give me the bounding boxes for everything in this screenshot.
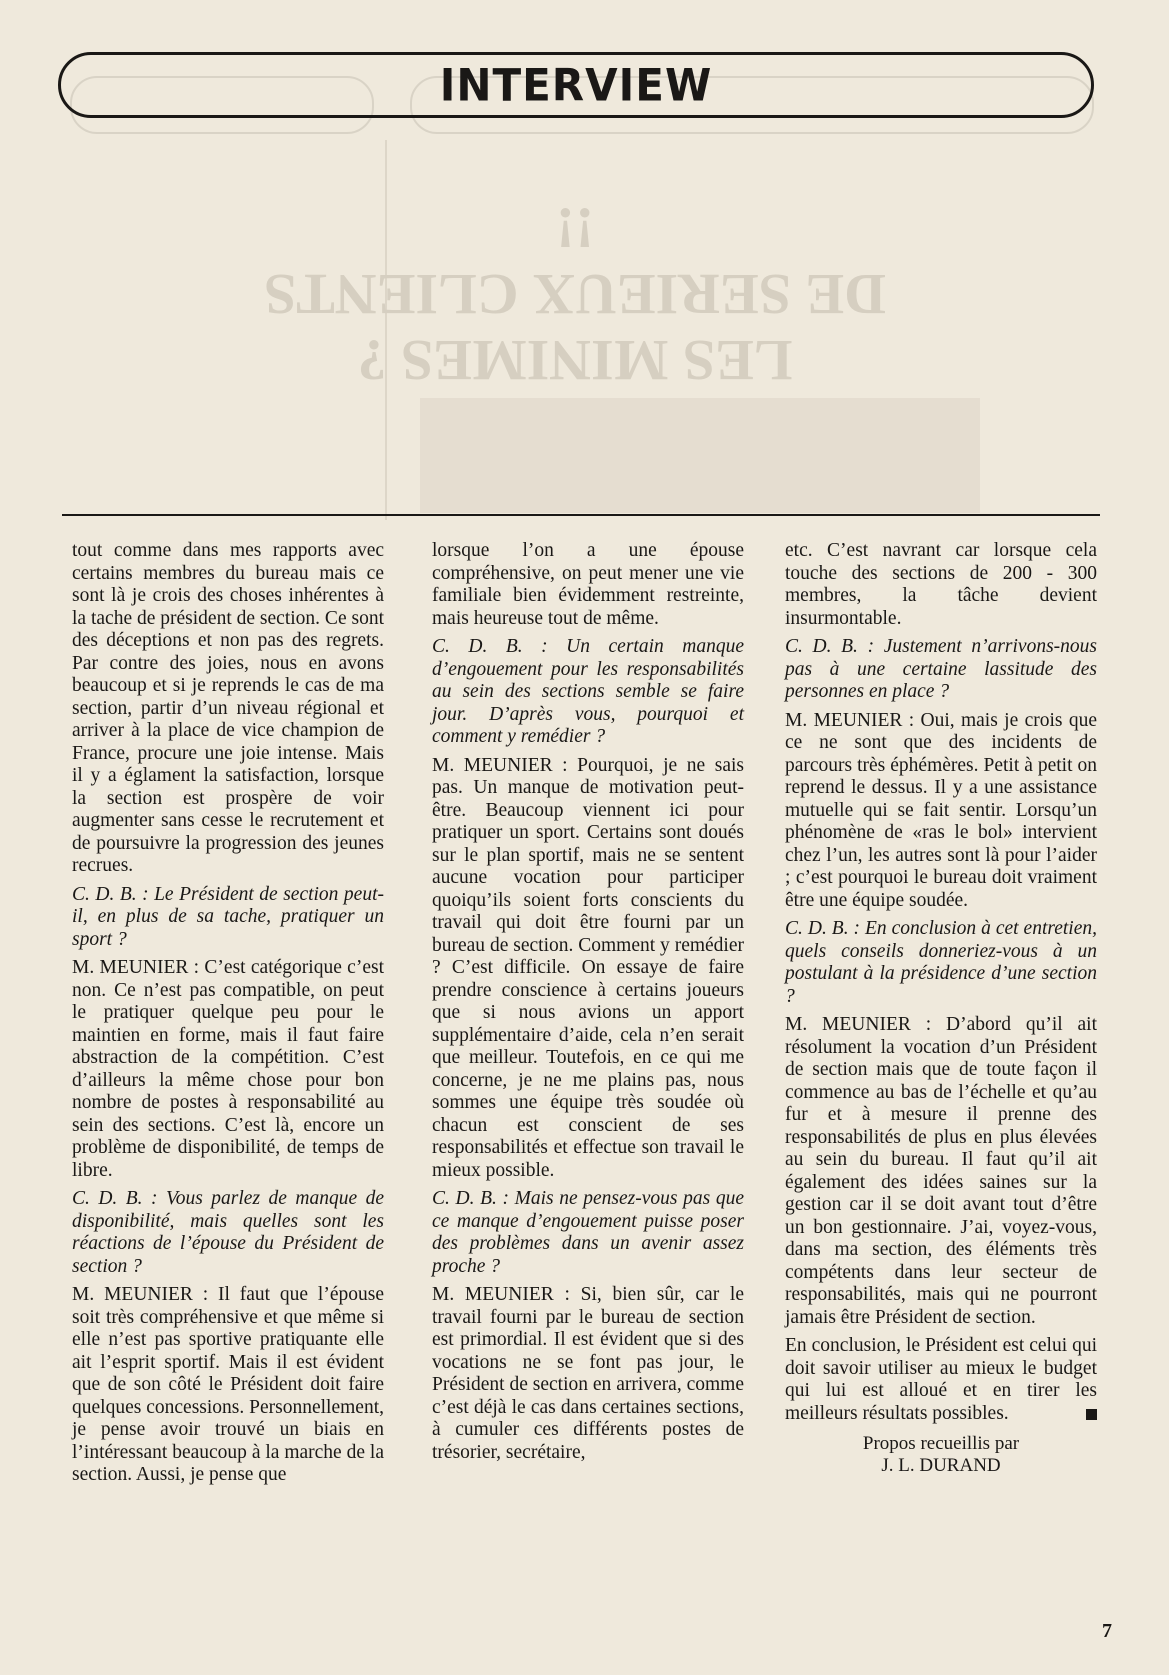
bleedthrough-title-line2: DE SERIEUX CLIENTS !!: [263, 196, 887, 327]
bleedthrough-photo: [420, 398, 980, 513]
interview-question: C. D. B. : Justement n’arrivons-nous pas à une certaine lassitude des personnes en place ?: [785, 636, 1097, 702]
interview-paragraph: M. MEUNIER : D’abord qu’il ait résolument la vocation d’un Président de section mais que de toute façon il commence au bas de l’échelle et qu’au fur et à mesure il prenne des responsabilités de plus en plus élevées au sein du bureau. Il faut qu’il ait également des idées saines sur la gestion car il se doit avant tout d’être un bon gestionnaire. J’ai, voyez-vous, dans ma section, des éléments très compétents dans leur secteur de responsabilités, mais qui ne pourront jamais être Président de section.: [785, 1014, 1097, 1328]
interview-question: C. D. B. : Le Président de section peut-il, en plus de sa tache, pratiquer un sport ?: [72, 883, 384, 950]
page-title: INTERVIEW: [439, 59, 713, 111]
interview-paragraph: M. MEUNIER : Pourquoi, je ne sais pas. Un manque de motivation peut-être. Beaucoup viennent ici pour pratiquer un sport. Certains sont doués sur le plan sportif, mais ne se sentent aucune vocation pour participer quoiqu’ils soient forts conscients du travail qui doit être fourni par un bureau de section. Comment y remédier ? C’est difficile. On essaye de faire prendre conscience à certains joueurs que si nous avions un apport supplémentaire d’aide, cela n’en serait que meilleur. Toutefois, en ce qui me concerne, je ne me plains pas, nous sommes une équipe très soudée où chacun est conscient de ses responsabilités et effectue son travail le mieux possible.: [432, 754, 744, 1181]
interview-paragraph: M. MEUNIER : Il faut que l’épouse soit très compréhensive et que même si elle n’est pas sportive pratiquante elle ait l’esprit sportif. Mais il est évident que de son côté le Président doit faire quelques concessions. Personnellement, je pense avoir trouvé un biais en l’intéressant beaucoup à la marche de la section. Aussi, je pense que: [72, 1284, 384, 1485]
interview-question: C. D. B. : Un certain manque d’engouement pour les responsabilités au sein des sections semble se faire jour. D’après vous, pourquoi et comment y remédier ?: [432, 636, 744, 747]
header-banner: [58, 52, 1094, 118]
article-column-1: [72, 540, 384, 1493]
credit-line-1: Propos recueillis par: [862, 1433, 1020, 1454]
end-of-article-icon: [1086, 1409, 1097, 1420]
bleedthrough-column-rule: [385, 140, 387, 520]
interview-paragraph: lorsque l’on a une épouse compréhensive, on peut mener une vie familiale bien évidemment restreinte, mais heureuse tout de même.: [432, 540, 744, 629]
credit-author: J. L. DURAND: [881, 1455, 1001, 1476]
interview-paragraph: M. MEUNIER : Oui, mais je crois que ce ne sont que des incidents de parcours très éphémères. Petit à petit on reprend le dessus. Il y a une assistance mutuelle qui se fait sentir. Lorsqu’un phénomène de «ras le bol» intervient chez l’un, les autres sont là pour l’aider ; c’est pourquoi le bureau doit vraiment être une équipe soudée.: [785, 709, 1097, 911]
article-credit: [785, 1433, 1097, 1477]
bleedthrough-title-line1: LES MINIMES ?: [357, 328, 793, 393]
interview-paragraph: M. MEUNIER : C’est catégorique c’est non. Ce n’est pas compatible, on peut le pratiquer quelque peu pour le maintien en forme, mais il faut faire abstraction de la compétition. C’est d’ailleurs la même chose pour bon nombre de postes à responsabilité au sein des sections. C’est là, encore un problème de disponibilité, de temps de libre.: [72, 957, 384, 1181]
article-column-3-body: [785, 540, 1097, 1425]
interview-paragraph: etc. C’est navrant car lorsque cela touche des sections de 200 - 300 membres, la tâche devient insurmontable.: [785, 540, 1097, 629]
bleedthrough-title: [250, 195, 900, 393]
interview-paragraph: tout comme dans mes rapports avec certains membres du bureau mais ce sont là je crois des choses inhérentes à la tache de président de section. Ce sont des déceptions et non pas des regrets. Par contre des joies, nous en avons beaucoup et si je reprends le cas de ma section, partir d’un niveau régional et arriver à la place de vice champion de France, procure une joie intense. Mais il y a églament la satisfaction, lorsque la section est prospère de voir augmenter sans cesse le recrutement et de poursuivre la progression des jeunes recrues.: [72, 540, 384, 876]
article-column-3: [785, 540, 1097, 1477]
interview-question: C. D. B. : En conclusion à cet entretien, quels conseils donneriez-vous à un postulant à la présidence d’une section ?: [785, 918, 1097, 1007]
article-column-2: [432, 540, 744, 1470]
page-number: 7: [1102, 1620, 1112, 1642]
interview-question: C. D. B. : Mais ne pensez-vous pas que ce manque d’engouement puisse poser des problèmes dans un avenir assez proche ?: [432, 1188, 744, 1277]
interview-paragraph: En conclusion, le Président est celui qui doit savoir utiliser au mieux le budget qui lui est alloué et en tirer les meilleurs résultats possibles.: [785, 1335, 1097, 1424]
interview-question: C. D. B. : Vous parlez de manque de disponibilité, mais quelles sont les réactions de l’épouse du Président de section ?: [72, 1188, 384, 1277]
interview-paragraph: M. MEUNIER : Si, bien sûr, car le travail fourni par le bureau de section est primordial. Il est évident que si des vocations ne se font pas jour, le Président de section en arrivera, comme c’est déjà le cas dans certaines sections, à cumuler ces différents postes de trésorier, secrétaire,: [432, 1284, 744, 1463]
section-divider: [62, 514, 1100, 516]
